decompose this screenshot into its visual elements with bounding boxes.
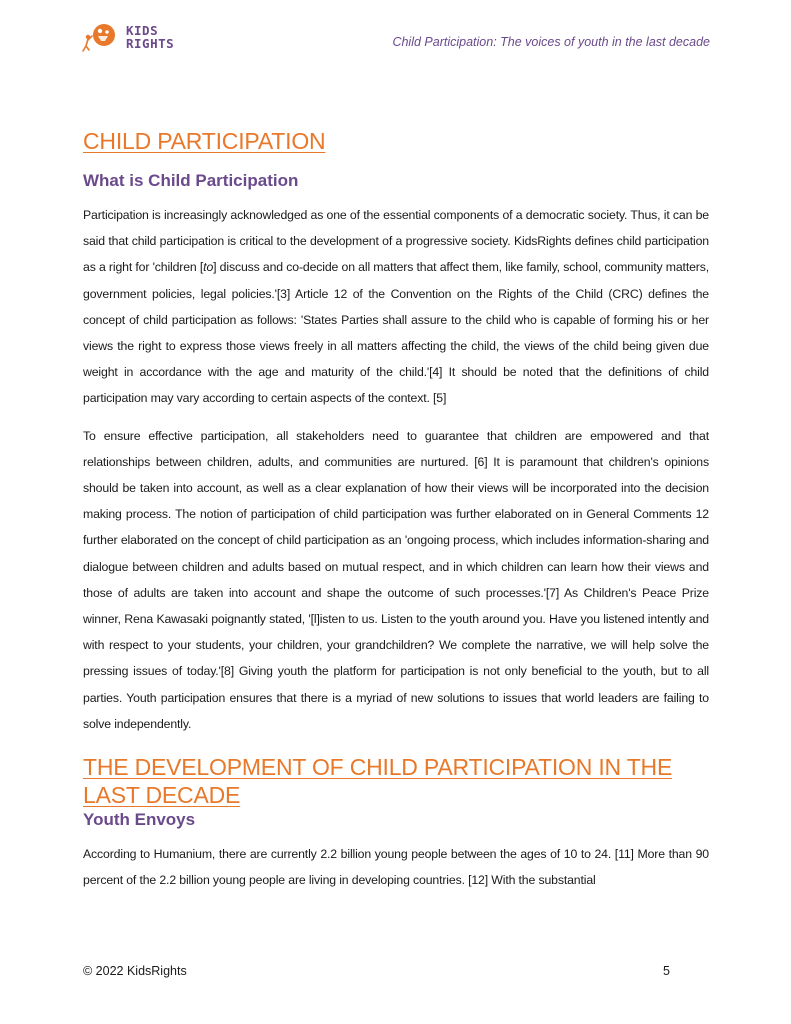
page-content <box>83 122 709 893</box>
section-title-child-participation: CHILD PARTICIPATION <box>83 128 326 154</box>
paragraph-youth-envoys: According to Humanium, there are currently 2.2 billion young people between the ages of 10 to 24. [11] More than 90 percent of the 2.2 billion young people are living in developing countries. [12] With the substantial <box>83 847 709 888</box>
paragraph-definition-part1: Participation is increasingly acknowledged as one of the essential components of a democratic society. Thus, it can be said that child participation is critical to the development of a progressive society. KidsRights defines child participation as a right for 'children [ <box>83 208 709 275</box>
running-header-title: Child Participation: The voices of youth in the last decade <box>392 35 710 49</box>
paragraph-definition <box>83 202 709 412</box>
paragraph-effective-participation: To ensure effective participation, all stakeholders need to guarantee that children are empowered and that relationships between children, adults, and communities are nurtured. [6] It is paramount that children's opinions should be taken into account, as well as a clear explanation of how their views will be incorporated into the decision making process. The notion of participation of child participation was further elaborated on in General Comments 12 further elaborated on the concept of child participation as an 'ongoing process, which includes information-sharing and dialogue between children and adults based on mutual respect, and in which children can learn how their views and those of adults are taken into account and shape the outcome of such processes.'[7] As Children's Peace Prize winner, Rena Kawasaki poignantly stated, '[l]isten to us. Listen to the youth around you. Have you listened intently and with respect to your students, your children, your grandchildren? We complete the narrative, we will help solve the pressing issues of today.'[8] Giving youth the platform for participation is not only beneficial to the youth, but to all parties. Youth participation ensures that there is a myriad of new solutions to issues that world leaders are failing to solve independently. <box>83 428 709 731</box>
kidsrights-logo-icon <box>80 22 120 54</box>
logo-wordmark <box>126 24 174 50</box>
logo-line-1: KIDS <box>126 23 159 38</box>
kidsrights-logo <box>80 20 190 56</box>
footer-copyright: © 2022 KidsRights <box>83 964 187 978</box>
section-title-development: THE DEVELOPMENT OF CHILD PARTICIPATION IN THE LAST DECADE <box>83 754 673 809</box>
subheading-what-is-child-participation: What is Child Participation <box>83 171 299 190</box>
paragraph-definition-part2: ] discuss and co-decide on all matters that affect them, like family, school, community matters, government policies, legal policies.'[3] Article 12 of the Convention on the Rights of the Child (CRC) defines the concept of child participation as follows: 'States Parties shall assure to the child who is capable of forming his or her views the right to express those views freely in all matters affecting the child, the views of the child being given due weight in accordance with the age and maturity of the child.'[4] It should be noted that the definitions of child participation may vary according to certain aspects of the context. [5] <box>83 260 709 406</box>
subheading-youth-envoys: Youth Envoys <box>83 810 196 830</box>
paragraph-definition-emphasis: to <box>203 260 214 275</box>
footer-page-number: 5 <box>663 964 670 978</box>
logo-line-2: RIGHTS <box>126 36 175 51</box>
